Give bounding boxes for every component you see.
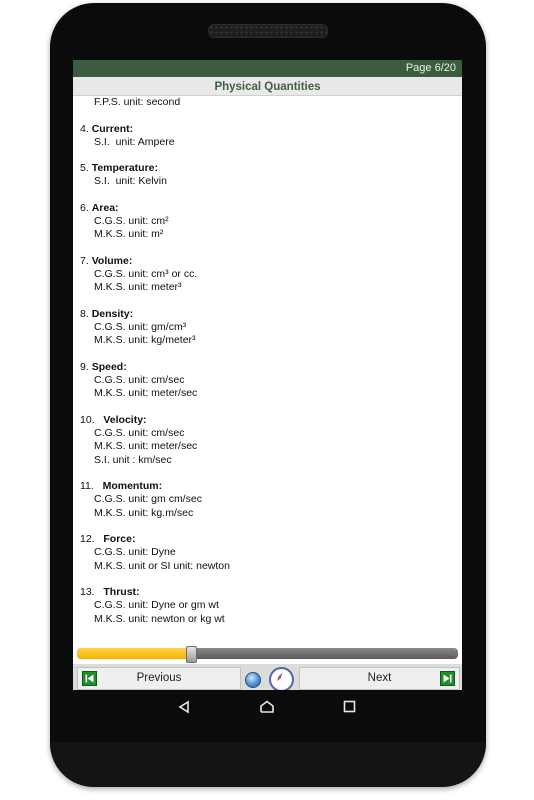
unit-line: M.K.S. unit: kg/meter³ (94, 334, 196, 346)
quantity-heading (80, 162, 462, 175)
progress-fill (77, 648, 191, 659)
title-bar (73, 77, 462, 96)
quantity-name: Volume: (91, 254, 133, 267)
quantity-entry (80, 414, 462, 468)
unit-line: S.I. unit: Kelvin (94, 175, 167, 187)
quantity-heading (80, 308, 462, 321)
device-chin (50, 742, 486, 787)
quantity-heading (80, 255, 462, 268)
unit-line: M.K.S. unit: m² (94, 228, 164, 240)
quantity-entry (80, 586, 462, 626)
quantity-name: Velocity: (97, 413, 147, 426)
quantity-entry (80, 123, 462, 150)
quantity-number: 5. (80, 162, 89, 174)
unit-line: C.G.S. unit: cm/sec (94, 373, 185, 386)
quantity-heading (80, 202, 462, 215)
unit-line: M.K.S. unit: meter/sec (94, 440, 198, 452)
skip-forward-icon (440, 671, 455, 686)
quantity-name: Current: (91, 122, 134, 135)
quantity-heading (80, 123, 462, 136)
unit-line: M.K.S. unit: meter³ (94, 281, 182, 293)
quantity-number: 6. (80, 201, 89, 214)
quantity-entry (80, 96, 462, 110)
compass-icon[interactable] (269, 667, 294, 690)
quantity-number: 11. (80, 480, 94, 492)
unit-line: M.K.S. unit: kg.m/sec (94, 506, 194, 519)
unit-line: C.G.S. unit: Dyne (94, 546, 176, 558)
quantity-entry (80, 162, 462, 189)
quantity-name: Area: (91, 201, 119, 214)
quantity-name: Momentum: (96, 480, 163, 492)
header-bar (73, 60, 462, 77)
quantity-entry (80, 255, 462, 295)
unit-line: C.G.S. unit: Dyne or gm wt (94, 599, 219, 611)
unit-line: C.G.S. unit: cm² (94, 214, 169, 227)
unit-line: M.K.S. unit: newton or kg wt (94, 612, 225, 625)
quantity-heading (80, 533, 462, 546)
progress-track[interactable] (77, 648, 458, 659)
quantity-heading (80, 414, 462, 427)
content-area[interactable] (73, 96, 462, 641)
quantity-entry (80, 308, 462, 348)
unit-line: C.G.S. unit: cm³ or cc. (94, 267, 198, 280)
quantity-name: Force: (97, 533, 136, 545)
quantity-number: 7. (80, 254, 89, 267)
quantity-number: 9. (80, 360, 89, 373)
nav-bar (73, 664, 462, 690)
recents-icon[interactable] (343, 700, 356, 713)
quantity-name: Speed: (91, 360, 127, 373)
quantity-number: 10. (80, 413, 95, 426)
unit-line: C.G.S. unit: gm/cm³ (94, 320, 187, 333)
page-title: Physical Quantities (214, 81, 321, 93)
app-screen (73, 60, 462, 690)
quantity-number: 8. (80, 307, 89, 320)
quantity-number: 4. (80, 122, 89, 135)
previous-label: Previous (136, 672, 182, 684)
quantity-entry (80, 361, 462, 401)
next-button[interactable] (299, 667, 460, 690)
unit-line: S.I. unit : km/sec (94, 453, 172, 466)
home-icon[interactable] (259, 700, 275, 714)
quantity-heading (80, 480, 462, 493)
previous-button[interactable] (77, 667, 241, 690)
unit-line: F.P.S. unit: second (94, 96, 181, 108)
disk-icon[interactable] (245, 672, 261, 688)
quantity-heading (80, 586, 462, 599)
unit-line: C.G.S. unit: gm cm/sec (94, 493, 202, 505)
quantity-name: Temperature: (91, 162, 159, 174)
progress-thumb[interactable] (186, 646, 197, 663)
quantity-heading (80, 361, 462, 374)
quantity-name: Thrust: (97, 586, 140, 598)
unit-line: C.G.S. unit: cm/sec (94, 426, 185, 439)
page-indicator: Page 6/20 (405, 62, 456, 74)
quantity-entry (80, 202, 462, 242)
unit-line: M.K.S. unit or SI unit: newton (94, 559, 230, 572)
quantity-entry (80, 533, 462, 573)
quantity-number: 12. (80, 533, 95, 545)
quantity-number: 13. (80, 586, 95, 598)
page-progress[interactable] (73, 642, 462, 664)
unit-line: S.I. unit: Ampere (94, 135, 175, 148)
skip-back-icon (82, 671, 97, 686)
unit-line: M.K.S. unit: meter/sec (94, 387, 198, 399)
quantity-name: Density: (91, 307, 134, 320)
back-icon[interactable] (177, 700, 191, 714)
system-nav-bar (73, 692, 462, 724)
quantity-entry (80, 480, 462, 520)
earpiece-speaker (208, 24, 328, 38)
next-label: Next (367, 672, 392, 684)
